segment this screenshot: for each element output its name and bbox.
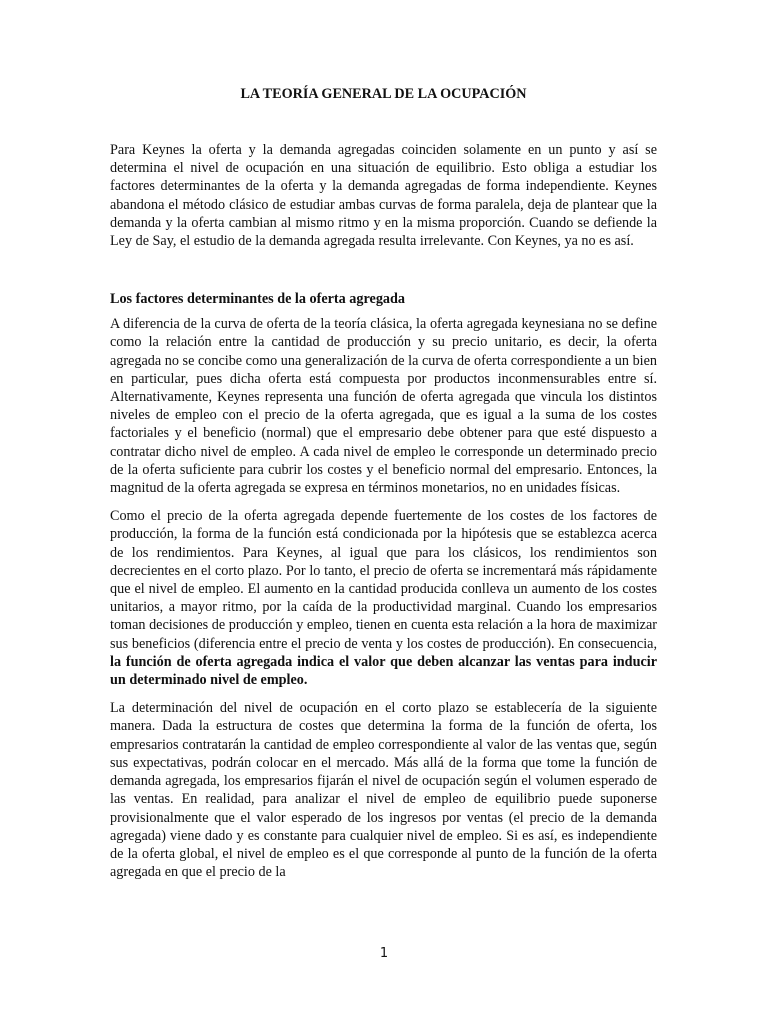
section-heading: Los factores determinantes de la oferta agregada [110,291,405,308]
page-number: 1 [379,946,389,961]
intro-paragraph: Para Keynes la oferta y la demanda agregadas coinciden solamente en un punto y así se determina el nivel de ocupación en una situación de equilibrio. Esto obliga a estudiar los factores determinantes de la oferta y la demanda agregadas de forma independiente. Keynes abandona el método clásico de estudiar ambas curvas de forma paralela, deja de plantear que la demanda y la oferta cambian al mismo ritmo y en la misma proporción. Cuando se defiende la Ley de Say, el estudio de la demanda agregada resulta irrelevante. Con Keynes, ya no es así. [110,142,657,250]
paragraph-2-bold-text: la función de oferta agregada indica el valor que deben alcanzar las ventas para inducir un determinado nivel de empleo. [110,653,657,689]
paragraph-1: A diferencia de la curva de oferta de la teoría clásica, la oferta agregada keynesiana no se define como la relación entre la cantidad de producción y su precio unitario, es decir, la oferta agregada no se concibe como una generalización de la curva de oferta correspondiente a un bien en particular, pues dicha oferta está compuesta por productos inconmensurables entre sí. Alternativamente, Keynes representa una función de oferta agregada que vincula los distintos niveles de empleo con el precio de la oferta agregada, que es igual a la suma de los costes factoriales y el beneficio (normal) que el empresario debe obtener para que esté dispuesto a contratar dicho nivel de empleo. A cada nivel de empleo le corresponde un determinado precio de la oferta suficiente para cubrir los costes y el beneficio normal del empresario. Entonces, la magnitud de la oferta agregada se expresa en términos monetarios, no en unidades físicas. [110,316,657,497]
paragraph-2 [110,507,657,689]
paragraph-3: La determinación del nivel de ocupación en el corto plazo se establecería de la siguiente manera. Dada la estructura de costes que determina la forma de la función de oferta, los empresarios contratarán la cantidad de empleo correspondiente al valor de las ventas que, según sus expectativas, podrán colocar en el mercado. Más allá de la forma que tome la función de demanda agregada, los empresarios fijarán el nivel de ocupación según el volumen esperado de las ventas. En realidad, para analizar el nivel de empleo de equilibrio puede suponerse provisionalmente que el valor esperado de los ingresos por ventas (el precio de la demanda agregada) viene dado y es constante para cualquier nivel de empleo. Si es así, es independiente de la oferta global, el nivel de empleo es el que corresponde al punto de la función de la oferta agregada en que el precio de la [110,700,657,881]
document-page [110,84,657,891]
paragraph-2-text: Como el precio de la oferta agregada depende fuertemente de los costes de los factores de producción, la forma de la función está condicionada por la hipótesis que se establezca acerca de los rendimientos. Para Keynes, al igual que para los clásicos, los rendimientos son decrecientes en el corto plazo. Por lo tanto, el precio de oferta se incrementará más rápidamente que el nivel de empleo. El aumento en la cantidad producida conlleva un aumento de los costes unitarios, a mayor ritmo, por la caída de la productividad marginal. Cuando los empresarios toman decisiones de producción y empleo, tienen en cuenta esta relación a la hora de maximizar sus beneficios (diferencia entre el precio de venta y los costes de producción). En consecuencia, [110,508,657,652]
page-title: LA TEORÍA GENERAL DE LA OCUPACIÓN [240,86,527,102]
